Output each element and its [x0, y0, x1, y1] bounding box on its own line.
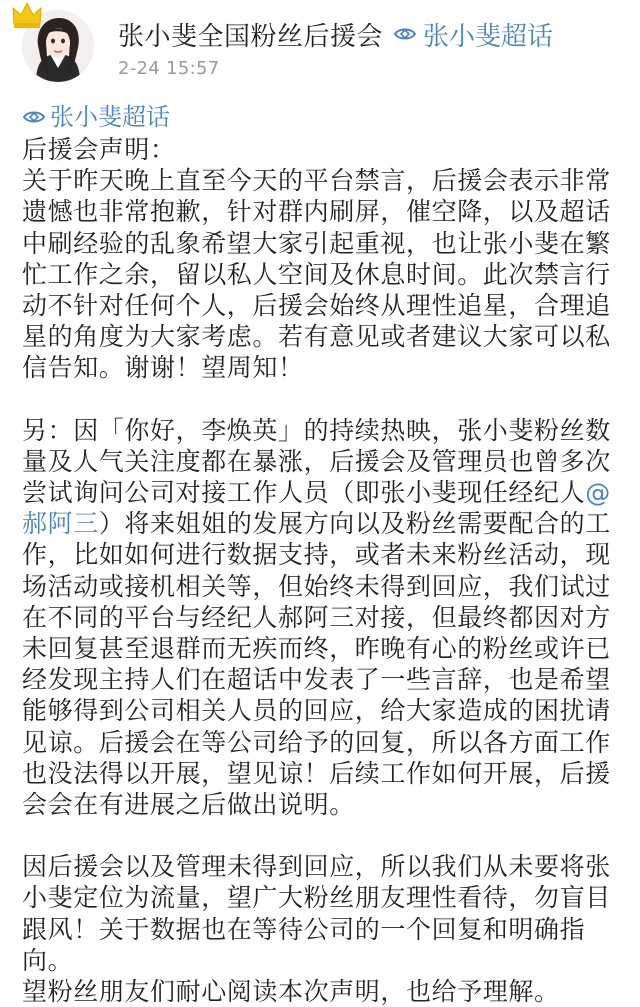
paragraph-2-text-start: 另：因「你好，李焕英」的持续热映，张小斐粉丝数量及人气关注度都在暴涨，后援会及管理员也曾多次尝试询问公司对接工作人员（即张小斐现任经纪人 — [22, 415, 611, 508]
topic-tag[interactable] — [22, 100, 622, 134]
topic-tag-label: 张小斐超话 — [50, 103, 170, 131]
post-content — [22, 100, 622, 1007]
super-topic-link[interactable] — [393, 16, 553, 53]
super-topic-icon — [393, 19, 423, 49]
name-row — [118, 14, 553, 54]
statement-paragraph-1: 后援会声明： 关于昨天晚上直至今天的平台禁言，后援会表示非常遗憾也非常抱歉，针对群内刷屏，催空降，以及超话中刷经验的乱象希望大家引起重视，也让张小斐在繁忙工作之余，留以私人空间及休息时间。此次禁言行动不针对任何个人，后援会始终从理性追星，合理追星的角度为大家考虑。若有意见或者建议大家可以私信告知。谢谢！望周知！ — [22, 135, 611, 383]
super-topic-label: 张小斐超话 — [423, 21, 554, 52]
statement-paragraph-2 — [22, 415, 622, 821]
paragraph-gap — [22, 820, 622, 851]
super-topic-icon — [22, 101, 50, 133]
statement-paragraph-3: 因后援会以及管理未得到回应，所以我们从未要将张小斐定位为流量，望广大粉丝朋友理性看待，勿盲目跟风！关于数据也在等待公司的一个回复和明确指向。 望粉丝朋友们耐心阅读本次声明，也给予理解。 — [22, 852, 611, 1007]
author-name[interactable]: 张小斐全国粉丝后援会 — [118, 21, 384, 52]
crown-icon — [10, 0, 44, 30]
post-time: 2-24 15:57 — [118, 58, 220, 79]
post-header — [0, 0, 640, 96]
paragraph-2-text-end: ）将来姐姐的发展方向以及粉丝需要配合的工作，比如如何进行数据支持，或者未来粉丝活动，现场活动或接机相关等，但始终未得到回应，我们试过在不同的平台与经纪人郝阿三对接，但最终都因对方未回复甚至退群而无疾而终，昨晚有心的粉丝或许已经发现主持人们在超话中发表了一些言辞，也是希望能够得到公司相关人员的回应，给大家造成的困扰请见谅。后援会在等公司给予的回复，所以各方面工作也没法得以开展，望见谅！后续工作如何开展，后援会会在有进展之后做出说明。 — [22, 509, 611, 820]
mention-link[interactable]: @郝阿三 — [22, 478, 611, 539]
paragraph-gap — [22, 384, 622, 415]
